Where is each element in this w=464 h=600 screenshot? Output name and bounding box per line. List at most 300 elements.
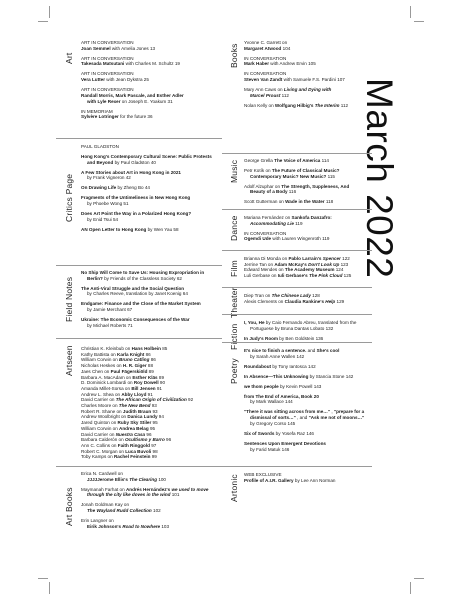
toc-line: ART IN CONVERSATION — [81, 71, 134, 77]
toc-text: by Stancia Stone 142 — [308, 373, 354, 379]
toc-text: The New Bend — [118, 403, 151, 409]
toc-text: Takesada Matsutani — [81, 61, 125, 67]
toc-text: H. R. Giger — [122, 363, 147, 369]
toc-text: Six of Swords — [244, 430, 275, 436]
toc-text: Diep Tran on — [244, 293, 272, 298]
toc-entry — [81, 185, 221, 191]
toc-text: Hong Kong's Contemporary Cultural Scene: Public Protests — [81, 154, 212, 159]
toc-text: 89 — [147, 368, 154, 374]
toc-text: 118 — [324, 199, 334, 205]
toc-text: with Charles M. Schultz 19 — [124, 61, 180, 67]
toc-line — [244, 478, 372, 484]
toc-text: I, You, He — [244, 320, 265, 325]
toc-text: Andrea Belag — [119, 425, 149, 431]
toc-line — [244, 336, 372, 342]
toc-entry — [244, 336, 372, 342]
toc-line: Erica N. Cardwell on — [81, 471, 123, 476]
toc-text: Contemporary Music? New Music? — [250, 173, 327, 179]
toc-text: Adam McKay's — [274, 261, 309, 267]
toc-text: Endgame: Finance and the Close of the Market System — [81, 301, 201, 307]
toc-text: Jared Quinton on — [81, 420, 118, 426]
toc-text: 115 — [326, 173, 335, 179]
toc-text: 91 — [146, 391, 153, 397]
toc-entry — [244, 168, 372, 179]
toc-line — [244, 189, 372, 195]
toc-text: by Gregory Corso 145 — [250, 420, 296, 426]
toc-line: Erin Langner on — [81, 518, 114, 524]
toc-text: Ocultismo y Barro — [124, 437, 165, 443]
toc-text: 125 — [342, 273, 352, 279]
toc-text: Kathy Battista on — [81, 351, 118, 357]
toc-text: 86 — [149, 357, 156, 363]
toc-text: by Tony Iantosca 142 — [271, 363, 316, 369]
toc-text: 104 — [281, 45, 291, 51]
toc-line — [81, 185, 221, 191]
toc-text: we thom people — [244, 383, 279, 389]
toc-text: , — [330, 409, 334, 415]
toc-text: with Lyle Rexer — [87, 98, 121, 104]
toc-text: Paul Fägerskiöld — [110, 368, 148, 374]
toc-text: Mariana Fernández on — [244, 215, 292, 220]
toc-text: by Jamie Merchant 67 — [87, 307, 133, 313]
toc-entry — [244, 320, 372, 331]
toc-text: 102 — [151, 508, 161, 514]
section-label-theater: Theater — [229, 287, 239, 318]
toc-line — [244, 273, 372, 279]
section-label-fiction: Fiction — [229, 323, 239, 350]
toc-text: The Pink Cloud — [308, 273, 343, 279]
toc-entry — [81, 502, 221, 513]
toc-line — [81, 524, 221, 530]
section-label-music: Music — [229, 159, 239, 183]
toc-text: by Zheng Bo 44 — [116, 185, 150, 191]
toc-text: Danica Lundy — [127, 414, 158, 420]
toc-text: Rachel Feinstein — [113, 454, 151, 460]
section-critics-page — [81, 144, 221, 237]
toc-text: Bill Jensen — [131, 385, 156, 391]
toc-text: Spencer — [322, 256, 341, 261]
toc-text: by Yosefa Raz 146 — [274, 430, 314, 436]
toc-line: IN CONVERSATION — [244, 55, 287, 61]
toc-entry — [244, 199, 372, 205]
toc-text: Portuguese by Bruna Dantas Lobato 132 — [250, 325, 334, 331]
toc-text: by Mark Wallace 144 — [250, 399, 293, 405]
toc-text: The Chinese Lady — [271, 293, 311, 298]
toc-entry — [244, 56, 372, 67]
toc-entry — [244, 441, 372, 452]
toc-line — [244, 77, 372, 83]
toc-text: William Corwin on — [81, 425, 120, 431]
toc-line: WEB EXCLUSIVE — [244, 472, 282, 477]
toc-text: for the future 36 — [118, 114, 153, 120]
toc-text: Vera Lutter — [81, 77, 105, 83]
toc-text: Nuestra Casa — [115, 431, 146, 437]
toc-entry — [81, 317, 221, 328]
toc-line — [81, 291, 221, 297]
section-dance — [244, 215, 372, 246]
toc-text: by Enid Tsui 54 — [87, 216, 119, 222]
toc-text: by Farid Matuk 146 — [250, 446, 290, 452]
toc-text: D. Dominick Lombardi on — [81, 380, 134, 386]
toc-line — [244, 236, 372, 242]
toc-text: by Sarah Anne Wallen 142 — [250, 353, 305, 359]
toc-text: 93 — [150, 403, 157, 409]
toc-line — [81, 99, 221, 105]
toc-text: and — [306, 348, 317, 353]
toc-text: Margaret Atwood — [244, 45, 282, 51]
toc-entry — [244, 348, 372, 359]
toc-text: "There it was sitting across from me…" — [244, 409, 331, 415]
toc-text: 123 — [339, 261, 349, 267]
toc-text: The Clearing — [129, 476, 158, 482]
toc-text: Mark Haber — [244, 61, 270, 67]
toc-text: Bruno Catling — [119, 357, 150, 363]
toc-text: through the city like doves in the wind — [87, 492, 171, 498]
section-label-books: Books — [229, 43, 239, 68]
toc-line — [81, 492, 221, 498]
toc-text: with Lauren Wingenroth 119 — [271, 236, 330, 242]
toc-text: Hans Holbein — [131, 346, 161, 351]
toc-text: 89 — [157, 374, 164, 380]
toc-text: with Amelia Jones 13 — [110, 45, 156, 51]
toc-entry — [81, 109, 221, 120]
toc-text: Charles Moore on — [81, 403, 119, 409]
toc-text: Andrew L. Shea on — [81, 391, 122, 397]
toc-text: 101 — [170, 492, 180, 498]
toc-text: by Paul Gladston 40 — [113, 159, 156, 165]
toc-text: Joan Semmel — [81, 45, 111, 51]
toc-entry — [244, 431, 372, 437]
toc-text: George Grella — [244, 158, 275, 163]
crop-mark-bottom-left — [49, 582, 50, 594]
section-art — [81, 40, 221, 124]
toc-text: 129 — [335, 298, 345, 304]
toc-text: 96 — [145, 431, 152, 437]
toc-line — [81, 508, 221, 514]
toc-text: , and — [295, 415, 309, 421]
toc-line: Jonah Goldman Kay on — [81, 502, 130, 508]
toc-text: Adolf Alzuphar on — [244, 183, 282, 189]
toc-text: 128 — [310, 293, 320, 298]
crop-mark-top-right-h — [414, 21, 424, 22]
toc-text: by Charles Reeve, translation by Janet Koenig 64 — [87, 291, 188, 297]
toc-text: Mary Ann Caws on — [244, 87, 284, 93]
toc-text: Ruby Sky Stiler — [117, 420, 152, 426]
toc-text: Profile of A.I.R. Gallery — [244, 477, 294, 483]
toc-text: 100 — [157, 476, 166, 482]
divider-fiction — [222, 342, 372, 343]
toc-text: Accommodating Lie — [250, 220, 294, 226]
toc-text: Jaes Chen on — [81, 368, 111, 374]
toc-entry — [81, 211, 221, 222]
toc-line: ART IN CONVERSATION — [81, 55, 134, 61]
toc-line — [244, 374, 372, 380]
toc-text: with Andrew Ervin 105 — [269, 61, 316, 67]
toc-text: Andrés Hernández's — [125, 486, 172, 492]
toc-entry — [244, 374, 372, 380]
toc-text: Faith Ringgold — [117, 442, 150, 448]
section-label-artseen: Artseen — [64, 345, 74, 376]
toc-text: Iuli Gerbase's — [277, 273, 309, 279]
toc-text: Roundabout — [244, 363, 272, 369]
toc-text: 97 — [149, 442, 157, 448]
toc-line — [244, 431, 372, 437]
toc-text: Ukraine: The Economic Consequences of the War — [81, 317, 190, 323]
toc-entry — [81, 40, 221, 51]
toc-entry — [81, 227, 221, 233]
divider-field-notes — [56, 338, 222, 339]
toc-text: 124 — [334, 267, 344, 273]
toc-entry — [81, 487, 221, 498]
section-label-poetry: Poetry — [229, 358, 239, 384]
toc-text: Sylvère Lotringer — [81, 114, 119, 120]
toc-text: Barbara A. MacAdam on — [81, 374, 133, 380]
toc-text: 103 — [160, 523, 170, 529]
toc-entry — [244, 409, 372, 426]
toc-line: IN CONVERSATION — [244, 230, 287, 236]
toc-text: Esther Kläs — [132, 374, 158, 380]
toc-text: 116 — [287, 189, 297, 195]
toc-text: Randall Morris, Mark Pascale, and Esther Adler — [81, 92, 184, 98]
toc-text: 96 — [164, 437, 172, 443]
toc-text: The Future of Classical Music? — [271, 168, 340, 173]
toc-text: Luli Gerbase on — [244, 273, 278, 279]
section-field-notes — [81, 270, 221, 333]
toc-text: Sankofa Danzafro: — [291, 215, 332, 220]
toc-text: Living and Dying with — [283, 87, 332, 93]
toc-text: Amanda Millet-Sorsa on — [81, 385, 132, 391]
toc-text: on Joseph E. Yoakum 31 — [120, 98, 173, 104]
toc-text: Road to Nowhere — [122, 523, 161, 529]
toc-line — [244, 221, 372, 227]
toc-text: 86 — [144, 351, 151, 357]
toc-line: IN MEMORIAM — [81, 108, 113, 114]
toc-text: by Kevin Powell 143 — [278, 383, 322, 389]
toc-text: Wolfgang Hilbig's — [274, 102, 315, 108]
toc-text: JJJJJerome Ellis's — [87, 476, 130, 482]
crop-mark-bottom-right-h — [414, 578, 424, 579]
toc-line — [81, 201, 221, 207]
toc-entry — [244, 40, 372, 51]
toc-text: 85 — [160, 346, 168, 351]
toc-text: Abby Lloyd — [121, 391, 147, 397]
toc-text: 93 — [151, 408, 158, 414]
toc-text: Nolan Kelly on — [244, 102, 275, 108]
toc-text: 99 — [150, 454, 157, 460]
toc-entry — [81, 286, 221, 297]
toc-text: Andrew Woolbright on — [81, 414, 128, 420]
toc-line — [244, 421, 372, 427]
toc-text: by Wen Yau 58 — [146, 226, 179, 232]
toc-text: The Anti-Viral Struggle and the Social Question — [81, 285, 185, 291]
toc-entry — [244, 103, 372, 109]
crop-mark-bottom-left-h — [38, 578, 48, 579]
toc-entry — [244, 394, 372, 405]
toc-text: Berlin? — [87, 275, 103, 281]
toc-entry — [81, 471, 221, 482]
toc-text: The Wayland Rudd Collection — [87, 508, 152, 514]
toc-line — [81, 323, 221, 329]
toc-entry — [81, 301, 221, 312]
toc-line — [244, 158, 372, 164]
toc-text: Karla Knight — [117, 351, 145, 357]
toc-text: "prepare for a — [333, 409, 365, 415]
toc-text: Pablo Larraín's — [288, 256, 323, 261]
toc-entry — [81, 71, 221, 82]
toc-text: Roy Dowell — [133, 380, 159, 386]
toc-line: ART IN CONVERSATION — [81, 40, 134, 45]
toc-entry — [244, 364, 372, 370]
toc-entry — [244, 215, 372, 226]
toc-text: 112 — [339, 102, 349, 108]
toc-text: The Academy Museum — [284, 267, 335, 273]
divider-dance — [222, 250, 372, 251]
toc-text: Scott Gutterman on — [244, 199, 286, 205]
toc-line — [244, 199, 372, 205]
toc-text: 114 — [320, 158, 329, 163]
toc-text: 112 — [280, 92, 289, 98]
toc-line: PAUL GLADSTON — [81, 144, 119, 149]
toc-text: from The End of America, Book 20 — [244, 393, 319, 399]
section-theater — [244, 293, 372, 309]
toc-text: by Michael Roberts 71 — [87, 322, 133, 328]
divider-artseen — [56, 466, 222, 467]
toc-line — [81, 454, 221, 460]
toc-line — [81, 46, 221, 52]
toc-text: Jerrine Tan on — [244, 261, 275, 267]
toc-line: IN CONVERSATION — [244, 71, 287, 77]
section-books — [244, 40, 372, 113]
section-label-field-notes: Field Notes — [64, 276, 74, 322]
toc-text: David Carrier on — [81, 397, 116, 403]
toc-text: Judith Braun — [122, 408, 152, 414]
section-art-books — [81, 471, 221, 534]
toc-text: 88 — [146, 363, 154, 369]
toc-text: 94 — [157, 414, 164, 420]
toc-line — [81, 160, 221, 166]
toc-text: Wade in the Water — [285, 199, 325, 205]
toc-text: dismissal of sorts…" — [250, 415, 296, 421]
divider-poetry — [222, 466, 372, 467]
toc-text: Help — [325, 298, 336, 304]
toc-line — [244, 46, 372, 52]
toc-text: we used to move — [171, 486, 209, 492]
toc-line — [244, 399, 372, 405]
toc-text: Don't Look Up — [308, 261, 340, 267]
toc-entry — [81, 144, 221, 150]
toc-entry — [244, 231, 372, 242]
toc-text: 92 — [186, 397, 194, 403]
section-label-art: Art — [64, 52, 74, 64]
toc-text: and Beyond — [87, 159, 114, 165]
toc-text: A Few Stories about Art in Hong Kong in 2021 — [81, 169, 181, 175]
toc-text: No Ship Will Come to Save Us: Housing Expropriation in — [81, 270, 205, 275]
toc-entry — [244, 184, 372, 195]
toc-entry — [244, 71, 372, 82]
toc-text: Does Art Point the Way in a Polarized Hong Kong? — [81, 211, 192, 217]
toc-text: Petr Kotík on — [244, 168, 272, 173]
toc-line — [244, 61, 372, 67]
toc-text: 119 — [293, 220, 303, 226]
toc-text: Barbara Calderón on — [81, 437, 125, 443]
toc-text: Brianna Di Monda on — [244, 256, 289, 261]
toc-entry — [244, 384, 372, 390]
toc-text: "Ask me not of moons…" — [308, 415, 365, 421]
toc-entry — [81, 154, 221, 165]
toc-line — [81, 61, 221, 67]
crop-mark-top-left-h — [38, 21, 48, 22]
toc-text: Christian K. Kleinbub on — [81, 346, 132, 351]
toc-line — [244, 326, 372, 332]
toc-line — [81, 77, 221, 83]
toc-text: with Samuele F.S. Pardini 107 — [282, 77, 345, 83]
toc-text: Nicholas Heskes on — [81, 363, 123, 369]
toc-text: Robert C. Morgan on — [81, 448, 126, 454]
toc-line — [81, 307, 221, 313]
toc-text: Robert R. Shane on — [81, 408, 123, 414]
toc-entry — [81, 87, 221, 104]
divider-books — [222, 153, 372, 154]
toc-entry — [81, 346, 221, 460]
toc-entry — [81, 170, 221, 181]
toc-text: Maymanah Farhat on — [81, 486, 126, 492]
toc-text: 95 — [151, 420, 158, 426]
toc-text: 95 — [148, 425, 156, 431]
toc-text: William Corwin on — [81, 357, 120, 363]
toc-text: Claudia Rankine's — [284, 298, 326, 304]
toc-line — [244, 93, 372, 99]
toc-entry — [81, 195, 221, 206]
toc-line — [244, 384, 372, 390]
toc-text: by Caio Fernando Abreu, translated from the — [264, 320, 357, 325]
divider-music — [222, 209, 372, 210]
toc-line — [81, 276, 221, 282]
toc-text: Toby Kamps on — [81, 454, 114, 460]
toc-line — [244, 103, 372, 109]
toc-text: 98 — [151, 448, 158, 454]
toc-line — [81, 477, 221, 483]
toc-text: Fragments of the Untimeliness in New Hong Kong — [81, 195, 191, 201]
section-label-artonic: Artonic — [229, 474, 239, 502]
toc-text: by Friends of the Classless Society 62 — [102, 275, 182, 281]
toc-line — [81, 114, 221, 120]
toc-text: Alexis Clements on — [244, 298, 285, 304]
toc-line: ART IN CONVERSATION — [81, 87, 134, 93]
toc-line — [244, 447, 372, 453]
divider-art — [56, 138, 222, 139]
section-label-art-books: Art Books — [64, 487, 74, 526]
section-label-film: Film — [229, 260, 239, 277]
toc-text: 91 — [155, 385, 162, 391]
toc-entry — [81, 518, 221, 529]
toc-text: Sentences Upon Emergent Devotions — [244, 440, 326, 446]
toc-entry — [244, 293, 372, 304]
toc-text: On Drawing Life — [81, 185, 117, 191]
section-label-dance: Dance — [229, 215, 239, 241]
toc-entry — [244, 87, 372, 98]
crop-mark-top-left — [49, 6, 50, 18]
section-artonic — [244, 472, 372, 488]
toc-entry — [81, 270, 221, 281]
section-label-critics-page: Critics Page — [64, 173, 74, 222]
divider-theater — [222, 314, 372, 315]
toc-line — [244, 174, 372, 180]
toc-text: Eirik Johnson's — [87, 523, 123, 529]
toc-text: 90 — [158, 380, 166, 386]
divider-critics-page — [56, 265, 222, 266]
divider-film — [222, 287, 372, 288]
toc-text: It's nice to finish a sentence. — [244, 348, 307, 353]
